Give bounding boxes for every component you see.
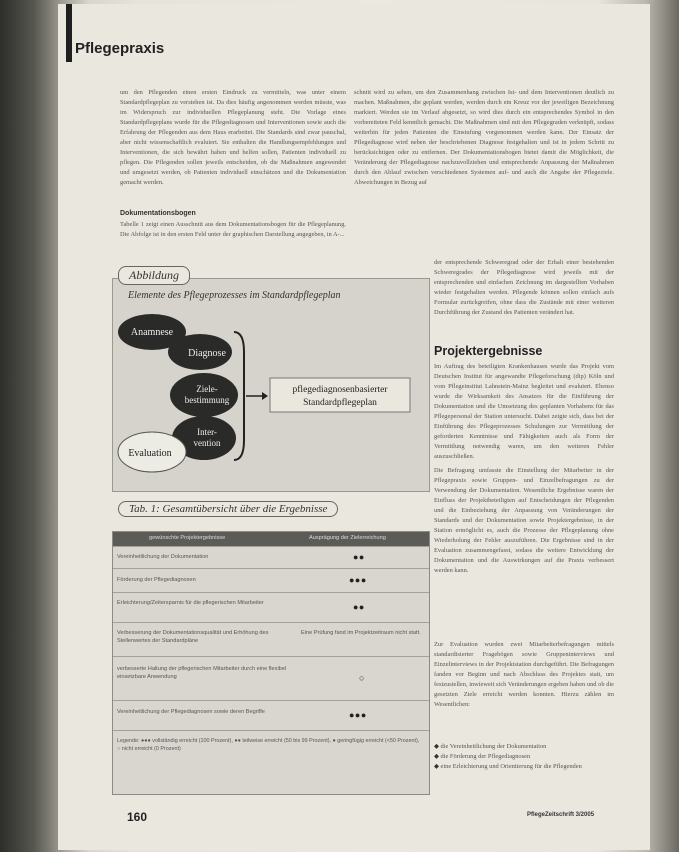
bullet-item: ◆ eine Erleichterung und Orientierung für die Pflegenden	[434, 763, 582, 770]
results-table	[112, 531, 430, 795]
table-row	[113, 592, 429, 623]
bullet-item: ◆ die Förderung der Pflegediagnosen	[434, 753, 531, 760]
projekt-paragraph-1: Im Auftrag des beteiligten Krankenhauses wurde das Projekt vom Deutschen Institut für angewandte Pflegeforschung (dip) Köln und vom Pflegeinstitut Lahnstein-Mainz begleitet und evaluiert. Ebenso wurde die Wirksamkeit des Ansatzes für die Einführung der Dokumentation und die Umsetzung des geplanten Vorhabens für das Pflegepersonal der Station untersucht. Dabei zeigte sich, dass bei der Einführung des Pflegeprozesses Schulungen zur Vermittlung der geforderten Kenntnisse und Fähigkeiten auch als Form der Vermittlung notwendig waren, um den weiteren Fehler auszuschließen.	[434, 363, 614, 460]
section-header: Pflegepraxis	[75, 40, 165, 57]
cell-rating: ●●●	[349, 575, 367, 585]
result-label-1: pflegediagnosenbasierter	[292, 385, 388, 395]
result-label-2: Standardpflegeplan	[303, 398, 377, 408]
cell-goal: verbesserte Haltung der pflegerischen Mitarbeiter durch eine flexibel einsetzbare Anwendung	[117, 666, 287, 680]
sub-heading: Dokumentationsbogen	[120, 210, 196, 217]
cell-rating: ○	[359, 673, 365, 683]
table-label: Tab. 1: Gesamtübersicht über die Ergebnisse	[118, 501, 338, 517]
table-legend: Legende: ●●● vollständig erreicht (100 Prozent), ●● teilweise erreicht (50 bis 99 Prozent), ● geringfügig erreicht (<50 Prozent), ○ nicht erreicht (0 Prozent)	[117, 738, 420, 752]
node-label-intervention-2: vention	[193, 438, 221, 448]
cell-rating: ●●	[353, 602, 365, 612]
table-row	[113, 700, 429, 731]
figure-title: Elemente des Pflegeprozesses im Standardpflegeplan	[128, 290, 341, 301]
node-label-anamnese: Anamnese	[130, 327, 174, 338]
header-rating: Ausprägung der Zielerreichung	[309, 535, 386, 541]
left-column	[120, 88, 346, 206]
cell-goal: Verbesserung der Dokumentationsqualität und Erhöhung des Stellenwertes der Standardpläne	[117, 630, 269, 644]
cell-goal: Vereinheitlichung der Pflegediagnosen sowie deren Begriffe	[117, 709, 265, 715]
table-header	[113, 532, 429, 546]
node-label-diagnose: Diagnose	[188, 348, 226, 359]
header-bar	[66, 4, 72, 62]
bullet-item: ◆ die Vereinheitlichung der Dokumentation	[434, 743, 547, 750]
cell-goal: Erleichterung/Zeitersparnis für die pflegerischen Mitarbeiter	[117, 600, 264, 606]
table-row	[113, 622, 429, 657]
journal-name: PflegeZeitschrift 3/2005	[527, 812, 595, 818]
cell-rating: Eine Prüfung fand im Projektzeitraum nicht statt.	[301, 630, 421, 636]
right-column-top: schnitt wird zu sehen, um den Zusammenhang zwischen Ist- und dem Interventionen deutlich zu machen. Maßnahmen, die geplant werden, werden durch ein Kreuz vor der jeweiligen Bezeichnung markiert. Werden sie im Verlauf abgesetzt, so wird dies durch ein entsprechendes Symbol in den vorbereiteten Feld kenntlich gemacht. Die Maßnahmen sind mit den Pflegegraden verknüpft, sodass weiterhin für jeden Patienten die Einstufung vorgenommen werden kann. Der Einsatz der Pflegediagnose wird neben der beschriebenen Diagnose festgehalten und ist in jedem Schritt zu berücksichtigen oder zu entfernen. Der Dokumentationsbogen bietet damit die Möglichkeit, die Veränderung der Pflegediagnose nachzuvollziehen und entsprechende Anpassung der Maßnahmen durch den Ablauf zwischen verschiedenen Systemen auf- und auch die Angabe der Pflegeziele. Abweichungen in Bezug auf	[354, 89, 614, 186]
cell-goal: Vereinheitlichung der Dokumentation	[117, 554, 209, 560]
projekt-paragraph-2: Die Befragung umfasste die Einstellung der Mitarbeiter in der Pflegepraxis sowie Gruppen- und Einzelbefragungen zu der Verwendung der Dokumentation. Wesentliche Ergebnisse waren der Einfluss der Projektbeteiligten auf Entscheidungen der Pflegenden und die Einbeziehung der Anpassung von Veränderungen der Standards und der Dokumentation sowie Projektergebnisse, in der Station ermöglicht es, auch die Prozesse der Pflegeplanung ohne Wiederholung der Fehler auszuführen. Die Ergebnisse sind in der Evaluation zusammengefasst, sodass die weitere Entwicklung der Dokumentation und die Auswirkungen auf die Praxis verbessert werden kann.	[434, 467, 614, 574]
figure-label: Abbildung	[118, 266, 190, 285]
node-label-zielbestimmung: Ziele-	[196, 384, 218, 394]
page-number: 160	[127, 810, 148, 824]
node-label-evaluation: Evaluation	[128, 448, 172, 459]
table-row	[113, 656, 429, 701]
left-paragraph-1: um den Pflegenden einen ersten Eindruck zu vermitteln, was unter einem Standardpflegeplan zu verstehen ist. Da dies häufig angenommen werden müsste, was im Widerspruch zur individuellen Pflegeplanung steht. Die Vorlage eines Standardpflegeplans wurde für die Pflegediagnosen und Interventionen sowie auch die Erfahrung der Pflegenden aus dem Haus erarbeitet. Die Standards sind zwar pauschal, aber nicht wissenschaftlich evaluiert. Sie enthalten die Handlungsempfehlungen und Interventionen, die sich bewährt haben und helfen sollen, Patienten individuell zu pflegen. Die Pflegenden sollen jeweils entscheiden, ob die Maßnahmen angewendet und umgesetzt werden, ob Patienten individuell einschätzen und die Dokumentation gemacht werden.	[120, 89, 346, 186]
table-row	[113, 546, 429, 569]
projekt-bullets	[434, 742, 614, 778]
arrow-head	[262, 392, 268, 400]
left-paragraph-2: Tabelle 1 zeigt einen Ausschnitt aus dem Dokumentationsbogen für die Pflegeplanung. Die Abfolge ist in den ersten Feld unter der graphischen Darstellung angegeben, in A-...	[120, 221, 346, 238]
process-diagram	[112, 300, 428, 490]
projekt-heading: Projektergebnisse	[434, 344, 543, 358]
right-column-mid: der entsprechende Schweregrad oder der Erhalt einer bestehenden Schweregrades der Pflegediagnose wird jeweils mit der entsprechenden und einfachen Zeichnung im dargestellten Vorhaben wieder festgehalten werden. Pflegende können sollen einfach aufs Formular zurückgreifen, ohne dass die Zustände mit einer weiteren Durchführung der Zustand des Patienten verändert hat.	[434, 259, 614, 316]
node-label-zielbestimmung-2: bestimmung	[184, 395, 230, 405]
node-label-intervention: Inter-	[197, 427, 217, 437]
header-goal: gewünschte Projektergebnisse	[149, 535, 226, 541]
cell-goal: Förderung der Pflegediagnosen	[117, 577, 196, 583]
table-legend-row	[113, 730, 429, 795]
cell-rating: ●●	[353, 552, 365, 562]
projekt-paragraph-3: Zur Evaluation wurden zwei Mitarbeiterbefragungen mittels standardisierter Fragebögen sowie Gruppeninterviews und Einzelinterviews in der Projektstation durchgeführt. Die Befragungen fanden vor Beginn und nach Abschluss des Projektes statt, um festzustellen, inwieweit sich Veränderungen ergeben haben und ob die gesetzten Ziele erreicht werden konnten. Hierzu zählen im Wesentlichen:	[434, 641, 614, 708]
table-row	[113, 568, 429, 593]
cell-rating: ●●●	[349, 710, 367, 720]
